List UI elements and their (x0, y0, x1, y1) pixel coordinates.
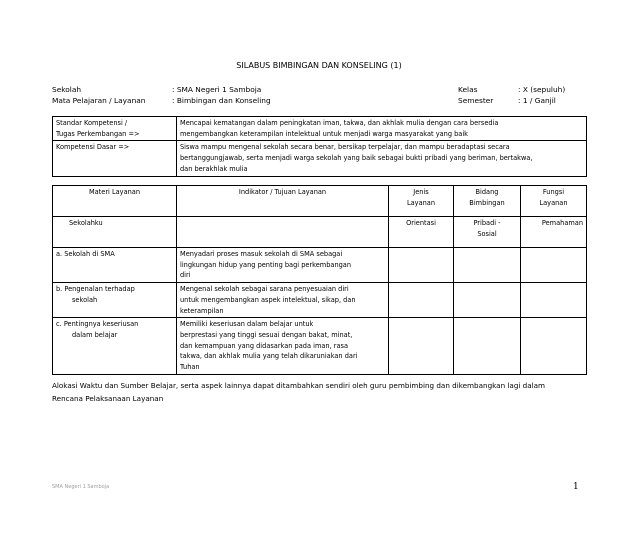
header-bidang (454, 186, 521, 217)
header-jenis-line-2: Layanan (406, 198, 436, 207)
row-jenis-empty (389, 318, 454, 375)
row-fungsi-empty (521, 248, 587, 283)
row-materi-line-1: b. Pengenalan terhadap (56, 285, 135, 294)
sekolah-value: : SMA Negeri 1 Samboja (172, 85, 262, 94)
row-materi-line-1: c. Pentingnya keseriusan (56, 320, 139, 329)
sk-label-line-1: Standar Kompetensi / (56, 119, 128, 127)
sk-text-cell (177, 117, 587, 141)
row-indikator (177, 318, 389, 375)
section-materi (53, 217, 177, 248)
header-bidang-line-1: Bidang (475, 188, 499, 196)
row-materi (53, 283, 177, 318)
alokasi-line-2: Rencana Pelaksanaan Layanan (52, 394, 164, 403)
kompetensi-dasar-row (53, 141, 587, 176)
row-materi-line-2: dalam belajar (72, 330, 118, 339)
header-materi-label: Materi Layanan (88, 188, 141, 196)
page-footer: SMA Negeri 1 Samboja (52, 484, 110, 490)
header-jenis-line-1: Jenis (413, 188, 429, 196)
alokasi-line-1: Alokasi Waktu dan Sumber Belajar, serta aspek lainnya dapat ditambahkan sendiri oleh guru pembimbing dan dikembangkan lagi dalam (52, 381, 546, 390)
semester-label: Semester (458, 96, 494, 105)
header-bidang-line-2: Bimbingan (469, 198, 505, 207)
section-fungsi (521, 217, 587, 248)
row-indikator (177, 248, 389, 283)
semester-value: : 1 / Ganjil (518, 96, 556, 105)
kompetensi-table (52, 116, 587, 177)
row-fungsi-empty (521, 283, 587, 318)
row-indikator-line-5: Tuhan (180, 363, 200, 372)
row-indikator-line-1: Mengenal sekolah sebagai sarana penyesuaian diri (180, 285, 349, 294)
kelas-label: Kelas (458, 85, 478, 94)
section-indikator-empty (177, 217, 389, 248)
layanan-table (52, 185, 587, 375)
kd-text-line-1: Siswa mampu mengenal sekolah secara benar, bersikap terpelajar, dan mampu beradaptasi secara (180, 143, 510, 152)
kelas-value: : X (sepuluh) (518, 85, 566, 94)
header-materi (53, 186, 177, 217)
section-row (53, 217, 587, 248)
row-bidang-empty (454, 248, 521, 283)
row-materi (53, 318, 177, 375)
sk-text-line-2: mengembangkan keterampilan intelektual untuk menjadi warga masyarakat yang baik (180, 129, 468, 138)
section-jenis (389, 217, 454, 248)
row-materi-line-1: a. Sekolah di SMA (56, 250, 115, 258)
section-fungsi-label: Pemahaman (541, 219, 583, 227)
header-indikator (177, 186, 389, 217)
document-title: SILABUS BIMBINGAN DAN KONSELING (1) (236, 61, 402, 70)
sk-label-cell (53, 117, 177, 141)
mapel-label: Mata Pelajaran / Layanan (52, 96, 146, 105)
row-indikator (177, 283, 389, 318)
section-bidang (454, 217, 521, 248)
row-fungsi-empty (521, 318, 587, 375)
row-indikator-line-4: takwa, dan akhlak mulia yang telah dikaruniakan dari (180, 352, 358, 361)
row-jenis-empty (389, 248, 454, 283)
row-bidang-empty (454, 318, 521, 375)
kd-text-line-3: dan berakhlak mulia (180, 164, 248, 173)
header-fungsi (521, 186, 587, 217)
header-indikator-label: Indikator / Tujuan Layanan (238, 188, 327, 196)
section-jenis-label: Orientasi (406, 219, 436, 227)
row-indikator-line-2: lingkungan hidup yang penting bagi perkembangan (180, 260, 352, 269)
mapel-value: : Bimbingan dan Konseling (172, 96, 271, 105)
kd-text-cell (177, 141, 587, 176)
page-number: 1 (573, 482, 579, 492)
kd-label-cell (53, 141, 177, 176)
row-indikator-line-3: diri (180, 271, 191, 280)
row-indikator-line-3: dan kemampuan yang didasarkan pada iman, rasa (180, 341, 349, 350)
header-fungsi-line-2: Layanan (539, 198, 568, 207)
row-indikator-line-1: Menyadari proses masuk sekolah di SMA sebagai (180, 250, 343, 258)
row-indikator-line-2: berprestasi yang tinggi sesuai dengan bakat, minat, (180, 330, 353, 339)
table-row (53, 283, 587, 318)
row-indikator-line-3: keterampilan (180, 306, 224, 315)
section-bidang-line-2: Sosial (477, 229, 497, 238)
sk-label-line-2: Tugas Perkembangan => (56, 129, 140, 138)
table-row (53, 318, 587, 375)
section-materi-label: Sekolahku (69, 219, 103, 227)
sk-text-line-1: Mencapai kematangan dalam peningkatan iman, takwa, dan akhlak mulia dengan cara bersedia (180, 119, 499, 127)
kd-text-line-2: bertanggungjawab, serta menjadi warga sekolah yang baik sebagai bukti pribadi yang beriman, bertakwa, (180, 154, 533, 163)
row-indikator-line-1: Memiliki keseriusan dalam belajar untuk (180, 320, 314, 329)
header-jenis (389, 186, 454, 217)
row-jenis-empty (389, 283, 454, 318)
section-bidang-line-1: Pribadi - (473, 219, 501, 227)
row-materi (53, 248, 177, 283)
row-indikator-line-2: untuk mengembangkan aspek intelektual, sikap, dan (180, 295, 356, 304)
row-materi-line-2: sekolah (72, 295, 98, 304)
header-fungsi-line-1: Fungsi (542, 188, 565, 196)
table-row (53, 248, 587, 283)
sekolah-label: Sekolah (52, 85, 82, 94)
layanan-header-row (53, 186, 587, 217)
kd-label: Kompetensi Dasar => (56, 143, 130, 152)
standar-kompetensi-row (53, 117, 587, 141)
row-bidang-empty (454, 283, 521, 318)
